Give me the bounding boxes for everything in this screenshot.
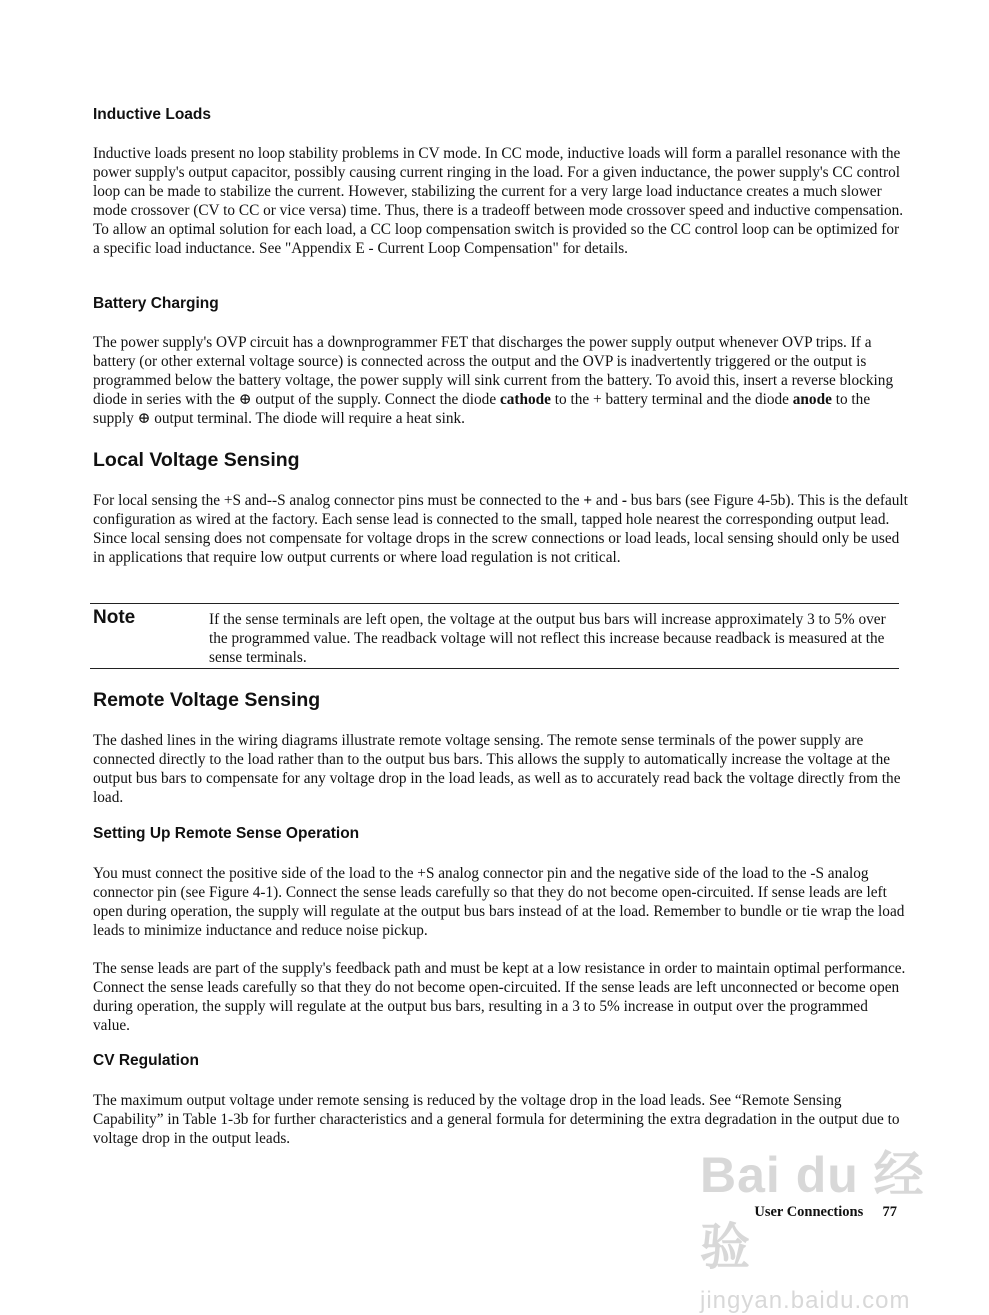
note-label: Note [93, 607, 136, 628]
page-footer [754, 1204, 897, 1221]
local-voltage-sensing-paragraph: For local sensing the +S and--S analog connector pins must be connected to the + and - bus bars (see Figure 4-5b). This is the default configuration as wired at the factory. Each sense lead is connected to the small, tapped hole nearest the corresponding output lead. Since local sensing does not compensate for voltage drops in the screw connections or load leads, local sensing should only be used in applications that require low output currents or where load regulation is not critical. [93, 492, 908, 566]
battery-charging-paragraph: The power supply's OVP circuit has a downprogrammer FET that discharges the power supply output whenever OVP trips. If a battery (or other external voltage source) is connected across the output and the OVP is inadvertently triggered or the output is programmed below the battery voltage, the power supply will sink current from the battery. To avoid this, insert a reverse blocking diode in series with the ⊕ output of the supply. Connect the diode cathode to the + battery terminal and the diode anode to the supply ⊕ output terminal. The diode will require a heat sink. [93, 334, 894, 427]
setting-up-remote-sense-paragraph-1: You must connect the positive side of the load to the +S analog connector pin and the negative side of the load to the -S analog connector pin (see Figure 4-1). Connect the sense leads carefully so that they do not become open-circuited. If sense leads are left open during operation, the supply will regulate at the output bus bars instead of at the load. Remember to bundle or tie wrap the load leads to minimize inductance and reduce noise pickup. [93, 865, 905, 939]
inductive-loads-heading: Inductive Loads [93, 106, 211, 123]
anode-term: anode [792, 391, 832, 408]
watermark-url: jingyan.baidu.com [700, 1287, 911, 1314]
remote-voltage-sensing-paragraph: The dashed lines in the wiring diagrams illustrate remote voltage sensing. The remote sense terminals of the power supply are connected directly to the load rather than to the output bus bars. This allows the supply to automatically increase the voltage at the output bus bars to compensate for any voltage drop in the load leads, as well as to accurately read back the voltage directly from the load. [93, 732, 901, 806]
watermark-brand: Bai du 经验 [700, 1147, 925, 1275]
watermark [700, 1135, 935, 1314]
local-voltage-sensing-heading: Local Voltage Sensing [93, 449, 300, 471]
cv-regulation-paragraph: The maximum output voltage under remote sensing is reduced by the voltage drop in the load leads. See “Remote Sensing Capability” in Table 1-3b for further characteristics and a general formula for determining the extra degradation in the output due to voltage drop in the output leads. [93, 1092, 900, 1147]
setting-up-remote-sense-heading: Setting Up Remote Sense Operation [93, 825, 360, 842]
cv-regulation-heading: CV Regulation [93, 1052, 199, 1069]
inductive-loads-paragraph: Inductive loads present no loop stability problems in CV mode. In CC mode, inductive loads will form a parallel resonance with the power supply's output capacitor, possibly causing current ringing in the load. For a given inductance, the power supply's CC control loop can be made to stabilize the current. However, stabilizing the current for a very large load inductance creates a much slower mode crossover (CV to CC or vice versa) time. Thus, there is a tradeoff between mode crossover speed and inductive compensation. To allow an optimal solution for each load, a CC loop compensation switch is provided so the CC control loop can be optimized for a specific load inductance. See "Appendix E - Current Loop Compensation" for details. [93, 145, 904, 257]
setting-up-remote-sense-paragraph-2: The sense leads are part of the supply's feedback path and must be kept at a low resistance in order to maintain optimal performance. Connect the sense leads carefully so that they do not become open-circuited. If the sense leads are left unconnected or become open during operation, the supply will regulate at the output bus bars, resulting in a 3 to 5% increase in output over the programmed value. [93, 960, 906, 1034]
battery-charging-heading: Battery Charging [93, 295, 219, 312]
note-text: If the sense terminals are left open, the voltage at the output bus bars will increase approximately 3 to 5% over the programmed value. The readback voltage will not reflect this increase because readback is measured at the sense terminals. [209, 611, 886, 666]
cathode-term: cathode [499, 391, 551, 408]
footer-section: User Connections [754, 1204, 864, 1220]
note-box [90, 603, 899, 669]
remote-voltage-sensing-heading: Remote Voltage Sensing [93, 689, 321, 711]
footer-page-number: 77 [882, 1204, 897, 1220]
